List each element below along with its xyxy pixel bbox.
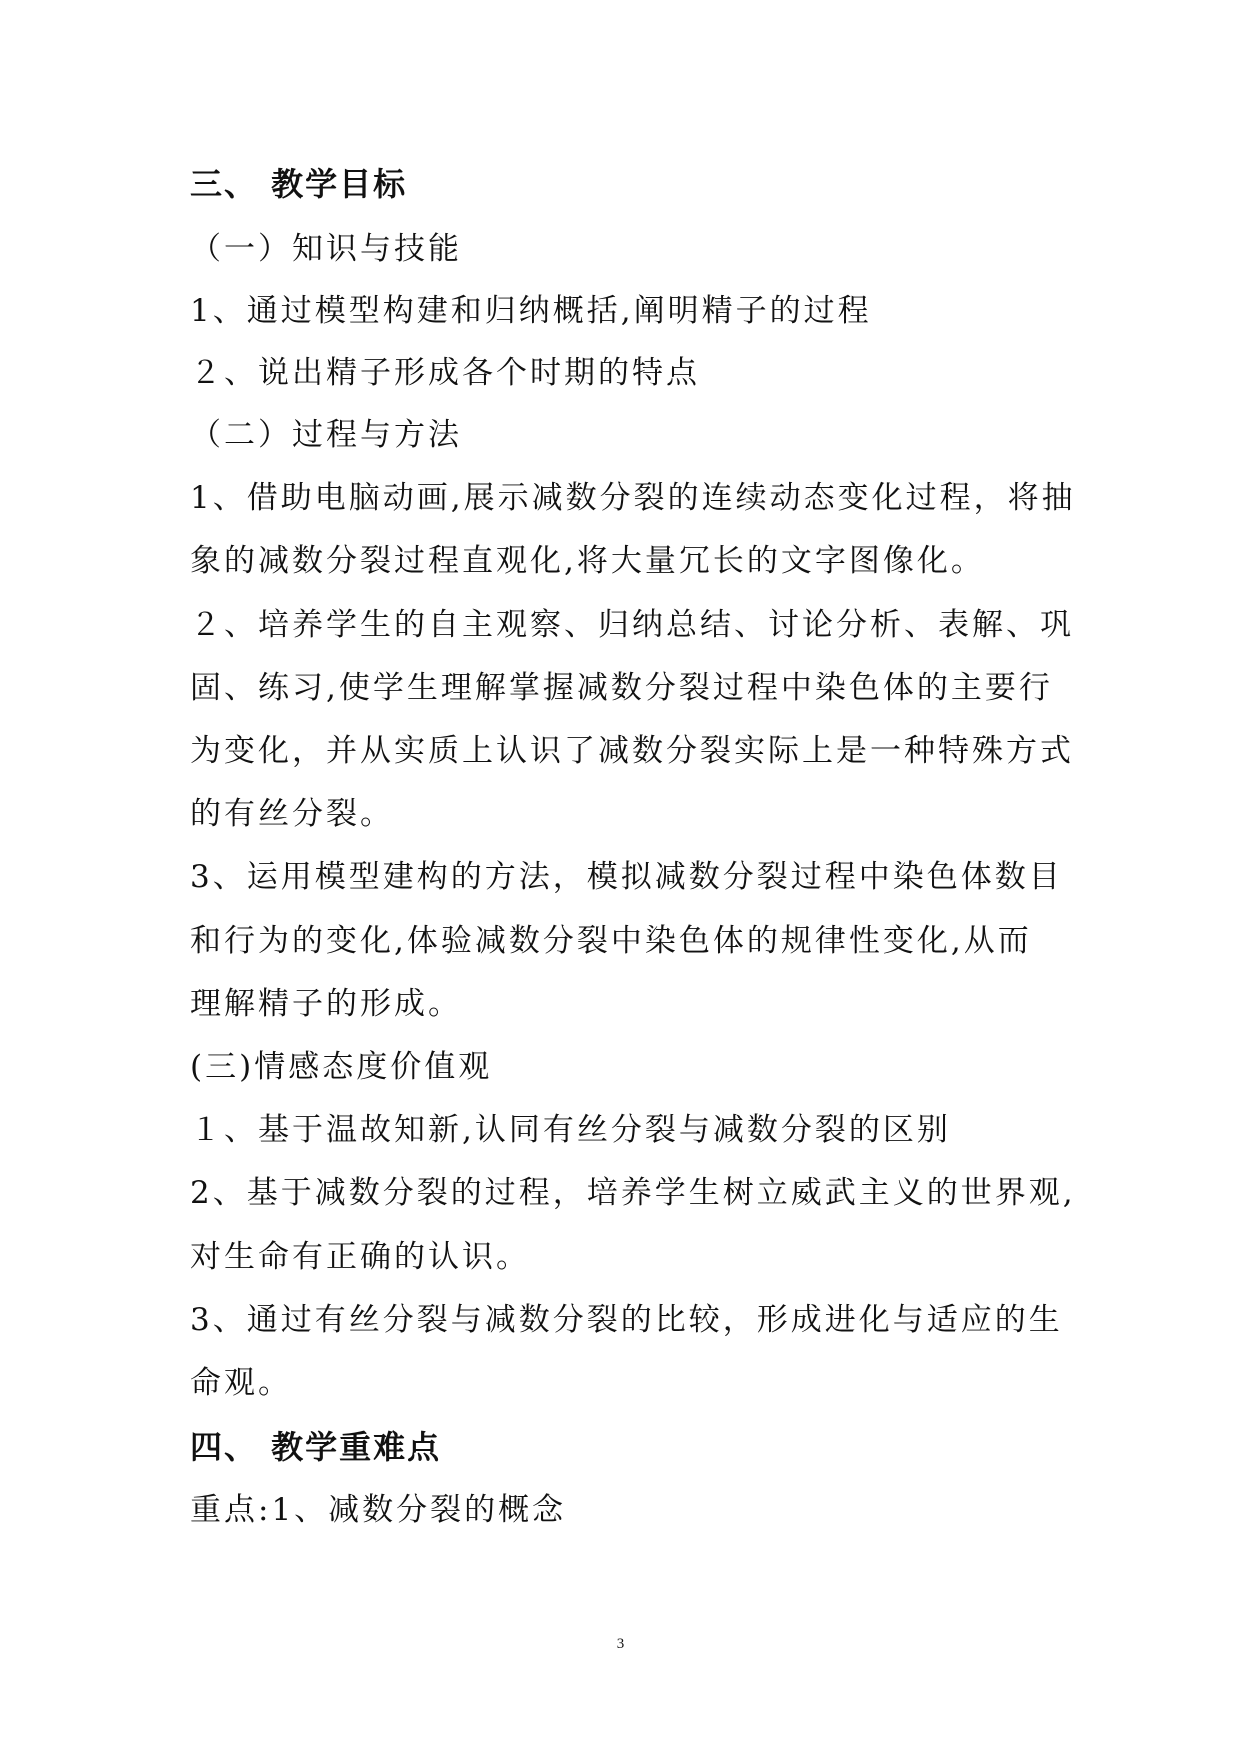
paragraph-line: 2、基于减数分裂的过程，培养学生树立威武主义的世界观,: [190, 1175, 1076, 1211]
paragraph-line: １、基于温故知新,认同有丝分裂与减数分裂的区别: [190, 1112, 951, 1148]
paragraph-line: 象的减数分裂过程直观化,将大量冗长的文字图像化。: [190, 543, 985, 579]
paragraph-line: ２、说出精子形成各个时期的特点: [190, 355, 700, 391]
paragraph-line: ２、培养学生的自主观察、归纳总结、讨论分析、表解、巩: [190, 607, 1074, 643]
paragraph-line: 1、通过模型构建和归纳概括,阐明精子的过程: [190, 293, 872, 329]
paragraph-line: 的有丝分裂。: [190, 796, 394, 832]
subheading-emotion-values: (三)情感态度价值观: [190, 1049, 493, 1085]
paragraph-line: 对生命有正确的认识。: [190, 1239, 530, 1275]
paragraph-line: 3、通过有丝分裂与减数分裂的比较，形成进化与适应的生: [190, 1302, 1063, 1338]
section-heading-key-difficult-points: 四、 教学重难点: [190, 1428, 442, 1466]
section-heading-teaching-goals: 三、 教学目标: [190, 165, 408, 203]
paragraph-line: 理解精子的形成。: [190, 986, 462, 1022]
page-number: 3: [616, 1636, 625, 1652]
subheading-knowledge-skills: （一）知识与技能: [190, 231, 462, 267]
paragraph-line: 1、借助电脑动画,展示减数分裂的连续动态变化过程，将抽: [190, 480, 1076, 516]
paragraph-line: 3、运用模型建构的方法，模拟减数分裂过程中染色体数目: [190, 859, 1063, 895]
subheading-process-methods: （二）过程与方法: [190, 417, 462, 453]
paragraph-line: 固、练习,使学生理解掌握减数分裂过程中染色体的主要行: [190, 670, 1053, 706]
paragraph-line: 命观。: [190, 1365, 292, 1401]
paragraph-line: 和行为的变化,体验减数分裂中染色体的规律性变化,从而: [190, 923, 1032, 959]
paragraph-line: 为变化，并从实质上认识了减数分裂实际上是一种特殊方式: [190, 733, 1074, 769]
paragraph-line: 重点:1、减数分裂的概念: [190, 1492, 567, 1528]
